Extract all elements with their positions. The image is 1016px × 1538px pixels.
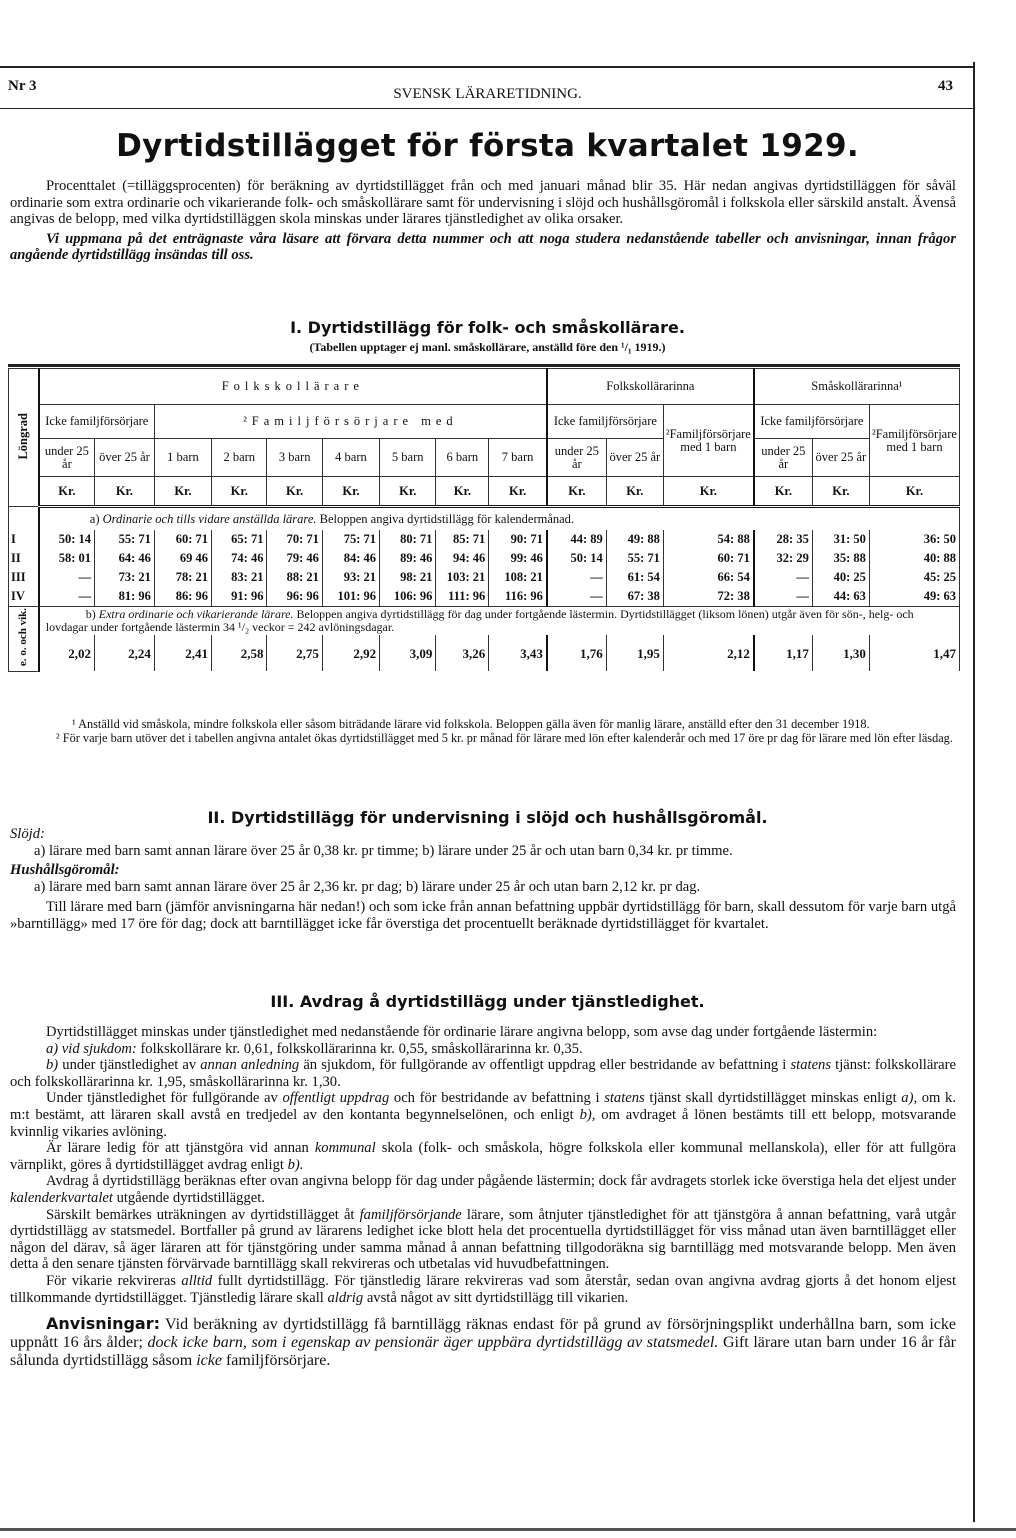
cell-value: 70: 71 xyxy=(267,530,322,549)
unit-kr: Kr. xyxy=(154,477,211,507)
issue-number: Nr 3 xyxy=(8,78,37,94)
part-b-label-cell xyxy=(9,607,39,672)
cell-value: 108: 21 xyxy=(489,568,547,587)
cell-value-b: 1,76 xyxy=(547,635,606,671)
group-folkskollarare: Folkskollärare xyxy=(39,369,547,405)
footnote-1: ¹ Anställd vid småskola, mindre folkskola eller såsom biträdande lärare vid folkskola. Beloppen gälla även för manlig lärare, anställd efter den 31 december 1918. xyxy=(72,717,870,731)
cell-value: 61: 54 xyxy=(606,568,663,587)
cell-value: 79: 46 xyxy=(267,549,322,568)
table-row xyxy=(9,530,960,549)
icke-header-2: Icke familjförsörjare xyxy=(547,405,663,439)
text-segment: om avdraget å lönen bestämts till ett belopp, motsvarande kvinnlig vikaries avlöning. xyxy=(10,1106,956,1140)
cell-value: 96: 96 xyxy=(267,587,322,607)
text-segment: b), xyxy=(579,1106,596,1123)
page-title: Dyrtidstillägget för första kvartalet 1929. xyxy=(116,128,859,164)
cell-value: 66: 54 xyxy=(663,568,753,587)
unit-kr: Kr. xyxy=(267,477,322,507)
icke-header-3: Icke familjförsörjare xyxy=(754,405,870,439)
part-b-caption xyxy=(39,607,960,636)
col-barn-5: 5 barn xyxy=(380,439,436,477)
col-over-25: över 25 år xyxy=(606,439,663,477)
cell-value-b: 1,95 xyxy=(606,635,663,671)
text-segment: Särskilt bemärkes uträkningen av dyrtidstillägget åt xyxy=(46,1206,360,1223)
text-segment: Ordinarie och tills vidare anställda lärare. xyxy=(102,511,317,526)
col-under-25: under 25 år xyxy=(754,439,812,477)
text-segment: b) xyxy=(46,1057,59,1074)
section-3-paragraph xyxy=(10,1273,956,1306)
cell-value-b: 3,43 xyxy=(489,635,547,671)
col-barn-4: 4 barn xyxy=(322,439,379,477)
cell-value: 83: 21 xyxy=(212,568,267,587)
cell-value: 101: 96 xyxy=(322,587,379,607)
cell-value-b: 1,30 xyxy=(812,635,869,671)
section-2-heading: II. Dyrtidstillägg för undervisning i slöjd och hushållsgöromål. xyxy=(207,808,768,827)
text-segment: icke xyxy=(196,1352,222,1370)
familj-1barn-header-2: ²Familjförsörjare med 1 barn xyxy=(869,405,959,477)
grade-label: III xyxy=(9,568,39,587)
text-segment: Vi uppmana på det enträgnaste våra läsare att förvara detta nummer och att noga studera nedanstående tabeller och anvisningar, innan frågor angående dyrtidstillägg insändas till oss. xyxy=(10,230,956,264)
col-over-25: över 25 år xyxy=(812,439,869,477)
text-segment: dock icke barn, som i egenskap av pensionär äger uppbära dyrtidstillägg av statsmedel. xyxy=(147,1334,719,1352)
section-3-paragraph xyxy=(10,1207,956,1273)
cell-value-b: 2,24 xyxy=(95,635,155,671)
unit-kr: Kr. xyxy=(212,477,267,507)
text-segment: Procenttalet (=tilläggsprocenten) för beräkning av dyrtidstillägget från och med januari månad blir 35. Här nedan angivas dyrtidstilläggen för såväl ordinarie som extra ordinarie och vikarierande folk- och småskollärare samt för undervisning i slöjd och hushållsgöromål i folkskola eller särskild anstalt. Ävenså angivas de belopp, med vilka dyrtidstilläggen skola minskas under lärares tjänstledighet av olika orsaker. xyxy=(10,178,956,228)
cell-value: 44: 63 xyxy=(812,587,869,607)
text-segment: Dyrtidstillägget minskas under tjänstledighet med nedanstående för ordinarie lärare angivna belopp, som avse dag under fortgående lästermin: xyxy=(46,1024,878,1040)
intro-notice xyxy=(10,231,956,264)
cell-value: 58: 01 xyxy=(39,549,95,568)
col-barn-7: 7 barn xyxy=(489,439,547,477)
section-1-subtitle: (Tabellen upptager ej manl. småskollärare, anställd före den ¹/₁ 1919.) xyxy=(309,340,666,354)
text-segment: Är lärare ledig för att tjänstgöra vid annan xyxy=(46,1140,315,1157)
cell-value-b: 2,58 xyxy=(212,635,267,671)
section-3-heading: III. Avdrag å dyrtidstillägg under tjänstledighet. xyxy=(270,992,705,1011)
section-3 xyxy=(10,1024,956,1370)
cell-value: 60: 71 xyxy=(154,530,211,549)
group-smaskollararinna: Småskollärarinna¹ xyxy=(754,369,960,405)
cell-value: 88: 21 xyxy=(267,568,322,587)
section-3-paragraph xyxy=(10,1090,956,1140)
cell-value: 64: 46 xyxy=(95,549,155,568)
text-segment: kommunal xyxy=(314,1140,376,1157)
section-1-heading: I. Dyrtidstillägg för folk- och småskollärare. xyxy=(290,318,685,337)
cell-value: 49: 63 xyxy=(869,587,959,607)
cell-value: — xyxy=(547,587,606,607)
longrad-label: Löngrad xyxy=(15,412,30,460)
cell-value: — xyxy=(754,587,812,607)
cell-value: 73: 21 xyxy=(95,568,155,587)
cell-value: 32: 29 xyxy=(754,549,812,568)
grade-label: II xyxy=(9,549,39,568)
cell-value: 86: 96 xyxy=(154,587,211,607)
col-over-25: över 25 år xyxy=(95,439,155,477)
table-top-rule xyxy=(8,364,960,367)
cell-value: — xyxy=(39,587,95,607)
text-segment: skola (folk- och småskola, högre folkskola eller kommunal mellanskola), eller för att fullgöra värnplikt, göres å dyrtidstillägget avdrag enligt xyxy=(10,1140,956,1173)
grade-label: IV xyxy=(9,587,39,607)
cell-value: 72: 38 xyxy=(663,587,753,607)
text-segment: under tjänstledighet av xyxy=(58,1057,201,1074)
text-segment: statens xyxy=(604,1090,645,1107)
cell-value: 98: 21 xyxy=(380,568,436,587)
section-2 xyxy=(10,826,956,933)
cell-value: — xyxy=(547,568,606,587)
cell-value: 78: 21 xyxy=(154,568,211,587)
cell-value: 85: 71 xyxy=(436,530,489,549)
col-barn-6: 6 barn xyxy=(436,439,489,477)
text-segment: familjförsörjande xyxy=(359,1206,462,1223)
hush-label: Hushållsgöromål: xyxy=(10,862,120,879)
header-bottom-rule xyxy=(0,108,975,109)
text-segment: lärare, som åtnjuter tjänstledighet för att tjänstgöra å annan befattning, varå utgår dyrtidstillägg av statsmedel. Bortfaller på grund av lärarens ledighet icke blott hela det procentuella dyrtidstillägget för viss månad utan även barntillägget eller någon del därav, så äger läraren att för tjänstgöring under samma månad å annan befattning tillgodoräkna sig barntillägg med motsvarande belopp. Men även detta å den senare tjänsten förvärvade barntillägg skall rekvireras och utbetalas vid huvudbefattningen. xyxy=(10,1206,956,1273)
hush-rates: a) lärare med barn samt annan lärare över 25 år 2,36 kr. pr dag; b) lärare under 25 år och utan barn 2,12 kr. pr dag. xyxy=(34,878,701,895)
table-row xyxy=(9,549,960,568)
table-footnotes xyxy=(10,718,956,745)
cell-value: 99: 46 xyxy=(489,549,547,568)
group-folkskollararinna: Folkskollärarinna xyxy=(547,369,754,405)
part-b-label: e. o. och vik. xyxy=(16,608,29,667)
cell-value-b: 2,12 xyxy=(663,635,753,671)
text-segment: än sjukdom, för fullgörande av offentligt uppdrag eller bestridande av befattning i xyxy=(299,1057,791,1074)
cell-value: 65: 71 xyxy=(212,530,267,549)
cell-value: 54: 88 xyxy=(663,530,753,549)
unit-kr: Kr. xyxy=(380,477,436,507)
cell-value: 36: 50 xyxy=(869,530,959,549)
text-segment: Extra ordinarie och vikarierande lärare. xyxy=(98,607,294,621)
unit-kr: Kr. xyxy=(39,477,95,507)
cell-value: — xyxy=(754,568,812,587)
cell-value: 69 46 xyxy=(154,549,211,568)
table-row xyxy=(9,568,960,587)
col-under-25: under 25 år xyxy=(39,439,95,477)
cell-value: 80: 71 xyxy=(380,530,436,549)
unit-kr: Kr. xyxy=(663,477,753,507)
text-segment: Vid beräkning av dyrtidstillägg få barntillägg räknas endast för på grund av försörjningsplikt underhållna barn, som icke uppnått 16 års ålder; xyxy=(10,1316,956,1352)
unit-kr: Kr. xyxy=(869,477,959,507)
page-number: 43 xyxy=(938,78,953,94)
text-segment: om k. m:t bestämt, att läraren skall avstå en tredjedel av den kontanta begynnelselönen, och enligt xyxy=(10,1090,956,1123)
cell-value: 45: 25 xyxy=(869,568,959,587)
text-segment: b). xyxy=(287,1156,304,1173)
unit-kr: Kr. xyxy=(322,477,379,507)
cell-value: 31: 50 xyxy=(812,530,869,549)
text-segment: Beloppen angiva dyrtidstillägg för dag under fortgående lästermin. Dyrtidstillägget (liksom lönen) utgår även för sön-, helg- och lovdagar under fortgående lästermin 34 ¹/₂ veckor = 242 avlöningsdagar. xyxy=(45,607,914,634)
unit-kr: Kr. xyxy=(812,477,869,507)
cell-value: 35: 88 xyxy=(812,549,869,568)
unit-kr: Kr. xyxy=(489,477,547,507)
cell-value: — xyxy=(39,568,95,587)
footnote-2: ² För varje barn utöver det i tabellen angivna antalet ökas dyrtidstillägget med 5 kr. pr månad för lärare med lön efter kalenderår och med 17 öre pr dag för lärare med lön efter läsdag. xyxy=(56,730,953,745)
journal-name: SVENSK LÄRARETIDNING. xyxy=(393,86,582,102)
cell-value: 81: 96 xyxy=(95,587,155,607)
text-segment: statens xyxy=(790,1057,832,1074)
text-segment: fullt dyrtidstillägg. För tjänstledig lärare rekvireras vad som återstår, sedan ovan angivna avdrag gjorts å det honom eljest tillkommande dyrtidstillägget. Tjänstledig lärare skall xyxy=(10,1272,957,1306)
unit-kr: Kr. xyxy=(436,477,489,507)
cell-value: 103: 21 xyxy=(436,568,489,587)
text-segment: familjförsörjare. xyxy=(221,1352,331,1370)
section-3-paragraph xyxy=(10,1057,956,1090)
cell-value: 84: 46 xyxy=(322,549,379,568)
cell-value: 93: 21 xyxy=(322,568,379,587)
cell-value: 44: 89 xyxy=(547,530,606,549)
part-a-caption xyxy=(39,507,960,531)
unit-kr: Kr. xyxy=(547,477,606,507)
cell-value: 67: 38 xyxy=(606,587,663,607)
cell-value: 49: 88 xyxy=(606,530,663,549)
cell-value-b: 2,41 xyxy=(154,635,211,671)
cell-value: 50: 14 xyxy=(39,530,95,549)
cell-value-b: 1,17 xyxy=(754,635,812,671)
cell-value-b: 3,26 xyxy=(436,635,489,671)
section-3-paragraph xyxy=(10,1024,956,1041)
cell-value: 75: 71 xyxy=(322,530,379,549)
text-segment: kalenderkvartalet xyxy=(10,1189,113,1206)
text-segment: Avdrag å dyrtidstillägg beräknas efter ovan angivna belopp för dag under pågående lästermin; dock får avdragets storlek icke överstiga hela det eljest under xyxy=(46,1173,956,1190)
grade-label: I xyxy=(9,530,39,549)
text-segment: offentligt uppdrag xyxy=(282,1090,390,1107)
cell-value-b: 2,75 xyxy=(267,635,322,671)
text-segment: Anvisningar: xyxy=(46,1314,161,1334)
header-top-rule xyxy=(0,66,975,68)
cell-value-b: 1,47 xyxy=(869,635,959,671)
anvisningar-paragraph xyxy=(10,1315,956,1370)
intro-paragraph xyxy=(10,178,956,228)
cell-value: 74: 46 xyxy=(212,549,267,568)
text-segment: aldrig xyxy=(327,1289,364,1306)
familj-med-header: ²Familjförsörjare med xyxy=(154,405,547,439)
col-barn-1: 1 barn xyxy=(154,439,211,477)
text-segment: tjänst: folkskollärare och folkskollärarinna kr. 1,95, småskollärarinna kr. 1,30. xyxy=(10,1057,956,1090)
unit-kr: Kr. xyxy=(754,477,812,507)
unit-kr: Kr. xyxy=(606,477,663,507)
text-segment: a) xyxy=(89,511,103,526)
cell-value: 28: 35 xyxy=(754,530,812,549)
slojd-rates: a) lärare med barn samt annan lärare över 25 år 0,38 kr. pr timme; b) lärare under 25 år och utan barn 0,34 kr. pr timme. xyxy=(34,842,733,859)
cell-value: 40: 88 xyxy=(869,549,959,568)
text-segment: Gift lärare utan barn under 16 år får sålunda dyrtidstillägg såsom xyxy=(10,1334,956,1370)
text-segment: utgående dyrtidstillägget. xyxy=(112,1189,265,1206)
cell-value: 55: 71 xyxy=(95,530,155,549)
cell-value: 40: 25 xyxy=(812,568,869,587)
text-segment: För vikarie rekvireras xyxy=(46,1272,182,1289)
cell-value: 111: 96 xyxy=(436,587,489,607)
intro xyxy=(10,178,956,264)
cell-value: 116: 96 xyxy=(489,587,547,607)
cell-value: 91: 96 xyxy=(212,587,267,607)
unit-kr: Kr. xyxy=(95,477,155,507)
col-under-25: under 25 år xyxy=(547,439,606,477)
cell-value: 90: 71 xyxy=(489,530,547,549)
allowance-table xyxy=(8,368,960,672)
barntillagg-paragraph: Till lärare med barn (jämför anvisningarna här nedan!) och som icke från annan befattning uppbär dyrtidstillägg för barn, skall dessutom för varje barn utgå »barntillägg» med 17 öre för dag; dock att barntillägget icke får överstiga det procentuellt beräknade dyrtidstillägget för kvartalet. xyxy=(10,899,956,932)
section-3-paragraph xyxy=(10,1041,956,1058)
page-right-border xyxy=(973,62,975,1522)
text-segment: och för bestridande av befattning i xyxy=(389,1090,605,1107)
icke-header: Icke familjförsörjare xyxy=(39,405,155,439)
cell-value-b: 2,02 xyxy=(39,635,95,671)
text-segment: Beloppen angiva dyrtidstillägg för kalendermånad. xyxy=(316,511,575,526)
text-segment: a), xyxy=(901,1090,918,1107)
page-bottom-edge xyxy=(0,1528,1016,1531)
text-segment: a) vid sjukdom: xyxy=(46,1040,137,1057)
slojd-label: Slöjd: xyxy=(10,826,45,842)
col-barn-2: 2 barn xyxy=(212,439,267,477)
familj-1barn-header: ²Familjförsörjare med 1 barn xyxy=(663,405,753,477)
cell-value: 55: 71 xyxy=(606,549,663,568)
cell-value: 106: 96 xyxy=(380,587,436,607)
cell-value: 89: 46 xyxy=(380,549,436,568)
text-segment: Under tjänstledighet för fullgörande av xyxy=(46,1090,283,1107)
cell-value: 94: 46 xyxy=(436,549,489,568)
longrad-header xyxy=(9,369,39,507)
cell-value: 60: 71 xyxy=(663,549,753,568)
text-segment: avstå något av sitt dyrtidstillägg till vikarien. xyxy=(363,1289,629,1306)
section-3-paragraph xyxy=(10,1140,956,1173)
text-segment: alltid xyxy=(181,1272,213,1289)
col-barn-3: 3 barn xyxy=(267,439,322,477)
text-segment: tjänst skall dyrtidstillägget minskas enligt xyxy=(644,1090,902,1107)
cell-value-b: 2,92 xyxy=(322,635,379,671)
text-segment: annan anledning xyxy=(200,1057,300,1074)
text-segment: b) xyxy=(85,607,99,621)
cell-value: 50: 14 xyxy=(547,549,606,568)
text-segment: folkskollärare kr. 0,61, folkskollärarinna kr. 0,55, småskollärarinna kr. 0,35. xyxy=(136,1040,583,1057)
section-3-paragraph xyxy=(10,1173,956,1206)
table-row xyxy=(9,587,960,607)
cell-value-b: 3,09 xyxy=(380,635,436,671)
